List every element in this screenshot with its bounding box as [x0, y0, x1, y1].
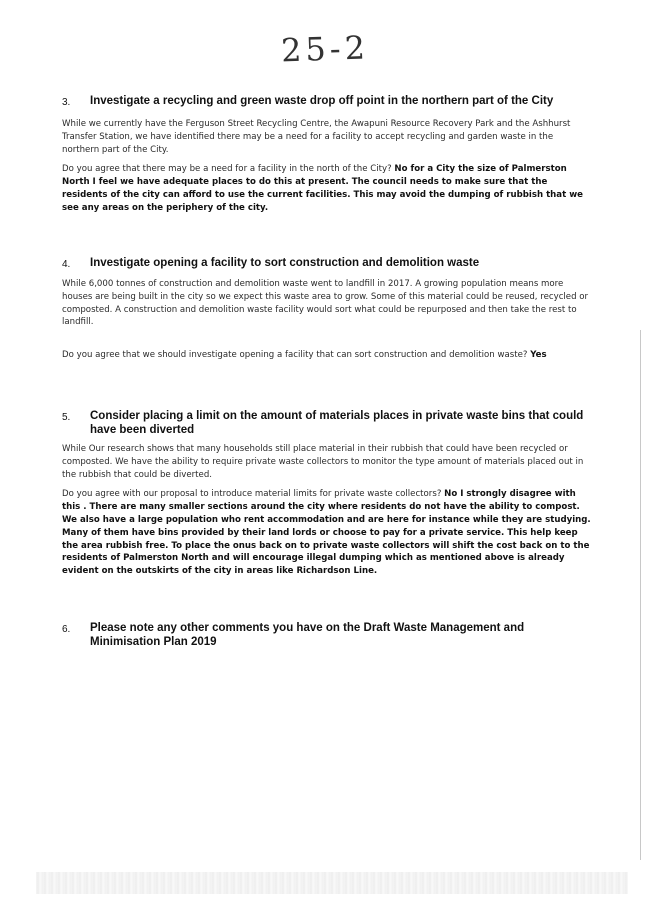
- section-3-answer: No for a City the size of Palmerston North I feel we have adequate places to do this at present. The council needs to make sure that the residents of the city can afford to use the current facilities. This may avoid the dumping of rubbish that we see any areas on the periphery of the city.: [62, 164, 583, 213]
- section-4-number: 4.: [62, 259, 71, 270]
- section-3-question-answer: [62, 163, 592, 214]
- section-3-title: Investigate a recycling and green waste drop off point in the northern part of the City: [90, 95, 554, 107]
- section-6-title: Please note any other comments you have on the Draft Waste Management and Minimisation Plan 2019: [90, 622, 525, 648]
- section-4-title: Investigate opening a facility to sort construction and demolition waste: [90, 257, 480, 269]
- section-5-answer: No I strongly disagree with this . There are many smaller sections around the city where residents do not have the ability to compost. We also have a large population who rent accommodation and are here for instance while they are studying. Many of them have bins provided by their land lords or choose to pay for a private service. This help keep the area rubbish free. To place the onus back on to private waste collectors will shift the cost back on to the residents of Palmerston North and will encourage illegal dumping which as mentioned above is already evident on the outskirts of the city in areas like Richardson Line.: [62, 489, 591, 577]
- section-3-intro: While we currently have the Ferguson Street Recycling Centre, the Awapuni Resource Recovery Park and the Ashhurst Transfer Station, we have identified there may be a need for a facility to accept recycling and garden waste in the northern part of the City.: [62, 119, 571, 155]
- section-4-intro: While 6,000 tonnes of construction and demolition waste went to landfill in 2017. A growing population means more houses are being built in the city so we expect this waste area to grow. Some of this material could be reused, recycled or composted. A construction and demolition waste facility would sort what could be repurposed and then take the rest to landfill.: [62, 279, 589, 328]
- section-4-question: Do you agree that we should investigate opening a facility that can sort construction and demolition waste?: [62, 350, 528, 361]
- section-5-question-answer: [62, 488, 592, 578]
- section-3: [62, 94, 592, 215]
- section-6-heading: [62, 621, 592, 649]
- section-5-intro: While Our research shows that many households still place material in their rubbish that could have been recycled or composted. We have the ability to require private waste collectors to monitor the type amount of materials placed out in the rubbish that could be diverted.: [62, 444, 584, 480]
- section-6: [62, 621, 592, 649]
- section-4-question-answer: [62, 349, 592, 362]
- scan-noise-strip: [36, 872, 628, 894]
- section-6-number: 6.: [62, 624, 71, 635]
- section-5-heading: [62, 409, 592, 437]
- section-5-title: Consider placing a limit on the amount of materials places in private waste bins that could have been diverted: [90, 410, 584, 436]
- section-3-question: Do you agree that there may be a need for a facility in the north of the City?: [62, 164, 392, 175]
- section-3-number: 3.: [62, 97, 71, 108]
- section-4-answer: Yes: [530, 350, 547, 361]
- section-5-question: Do you agree with our proposal to introduce material limits for private waste collectors?: [62, 489, 442, 500]
- section-3-heading: [62, 94, 592, 110]
- handwritten-page-number: 25-2: [280, 28, 370, 70]
- section-5-number: 5.: [62, 412, 71, 423]
- scan-edge-line: [640, 330, 641, 860]
- section-4-heading: [62, 256, 592, 272]
- section-4: [62, 256, 592, 362]
- section-5: [62, 409, 592, 578]
